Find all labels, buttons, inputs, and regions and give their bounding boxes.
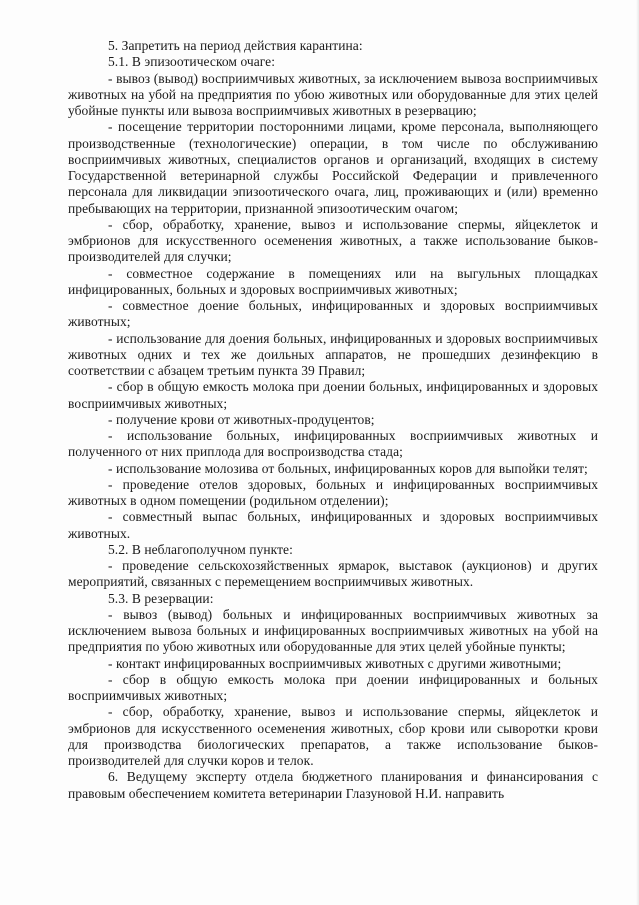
- paragraph-sperm-ban: - сбор, обработку, хранение, вывоз и использование спермы, яйцеклеток и эмбрионов для искусственного осеменения животных, а также использование быков-производителей для случки;: [68, 216, 598, 265]
- paragraph-colostrum: - использование молозива от больных, инфицированных коров для выпойки телят;: [108, 460, 588, 476]
- section-5-heading: 5. Запретить на период действия карантина:: [108, 38, 363, 53]
- paragraph-export-ban: - вывоз (вывод) восприимчивых животных, за исключением вывоза восприимчивых животных на убой на предприятия по убою животных или оборудованные для этих целей убойные пункты или вывоза восприимчивых животных в резервацию;: [68, 70, 598, 118]
- paragraph-milking-machines: - использование для доения больных, инфицированных и здоровых восприимчивых животных одних и тех же доильных аппаратов, не прошедших дезинфекцию в соответствии с абзацем третьим пункта 39 Правил;: [68, 330, 598, 378]
- paragraph-reservation-contact: - контакт инфицированных восприимчивых животных с другими животными;: [108, 655, 562, 671]
- paragraph-fairs-ban: - проведение сельскохозяйственных ярмарок, выставок (аукционов) и других мероприятий, связанных с перемещением восприимчивых животных.: [68, 558, 598, 590]
- paragraph-milk-collection: - сбор в общую емкость молока при доении больных, инфицированных и здоровых восприимчивых животных;: [68, 379, 598, 411]
- paragraph-calving: - проведение отелов здоровых, больных и инфицированных восприимчивых животных в одном помещении (родильном отделении);: [68, 476, 598, 508]
- paragraph-joint-milking: - совместное доение больных, инфицированных и здоровых восприимчивых животных;: [68, 298, 598, 330]
- section-5-3-heading: 5.3. В резервации:: [108, 590, 214, 606]
- paragraph-grazing: - совместный выпас больных, инфицированных и здоровых восприимчивых животных.: [68, 509, 598, 541]
- paragraph-reproduction: - использование больных, инфицированных восприимчивых животных и полученного от них приплода для воспроизводства стада;: [68, 428, 598, 460]
- section-6-paragraph: 6. Ведущему эксперту отдела бюджетного планирования и финансирования с правовым обеспечением комитета ветеринарии Глазуновой Н.И. направить: [68, 769, 598, 801]
- section-5-1-heading: 5.1. В эпизоотическом очаге:: [108, 54, 276, 70]
- paragraph-reservation-milk: - сбор в общую емкость молока при доении инфицированных и больных восприимчивых животных;: [68, 671, 598, 703]
- paragraph-blood-collection: - получение крови от животных-продуцентов;: [108, 411, 375, 427]
- paragraph-reservation-sperm: - сбор, обработку, хранение, вывоз и использование спермы, яйцеклеток и эмбрионов для искусственного осеменения животных, сбор крови или сыворотки крови для производства биологических препаратов, а также использование быков-производителей для случки коров и телок.: [68, 704, 598, 768]
- paragraph-joint-housing: - совместное содержание в помещениях или на выгульных площадках инфицированных, больных и здоровых восприимчивых животных;: [68, 265, 598, 297]
- paragraph-reservation-export: - вывоз (вывод) больных и инфицированных восприимчивых животных за исключением вывоза больных и инфицированных восприимчивых животных на убой на предприятия по убою животных или оборудованные для этих целей убойные пункты;: [68, 606, 598, 655]
- document-body: [68, 38, 598, 802]
- section-5-2-heading: 5.2. В неблагополучном пункте:: [108, 541, 293, 557]
- paragraph-visitors-ban: - посещение территории посторонними лицами, кроме персонала, выполняющего производственные (технологические) операции, в том числе по обслуживанию восприимчивых животных, специалистов органов и организаций, входящих в систему Государственной ветеринарной службы Российской Федерации и привлеченного персонала для ликвидации эпизоотического очага, лиц, проживающих и (или) временно пребывающих на территории, признанной эпизоотическим очагом;: [68, 119, 598, 216]
